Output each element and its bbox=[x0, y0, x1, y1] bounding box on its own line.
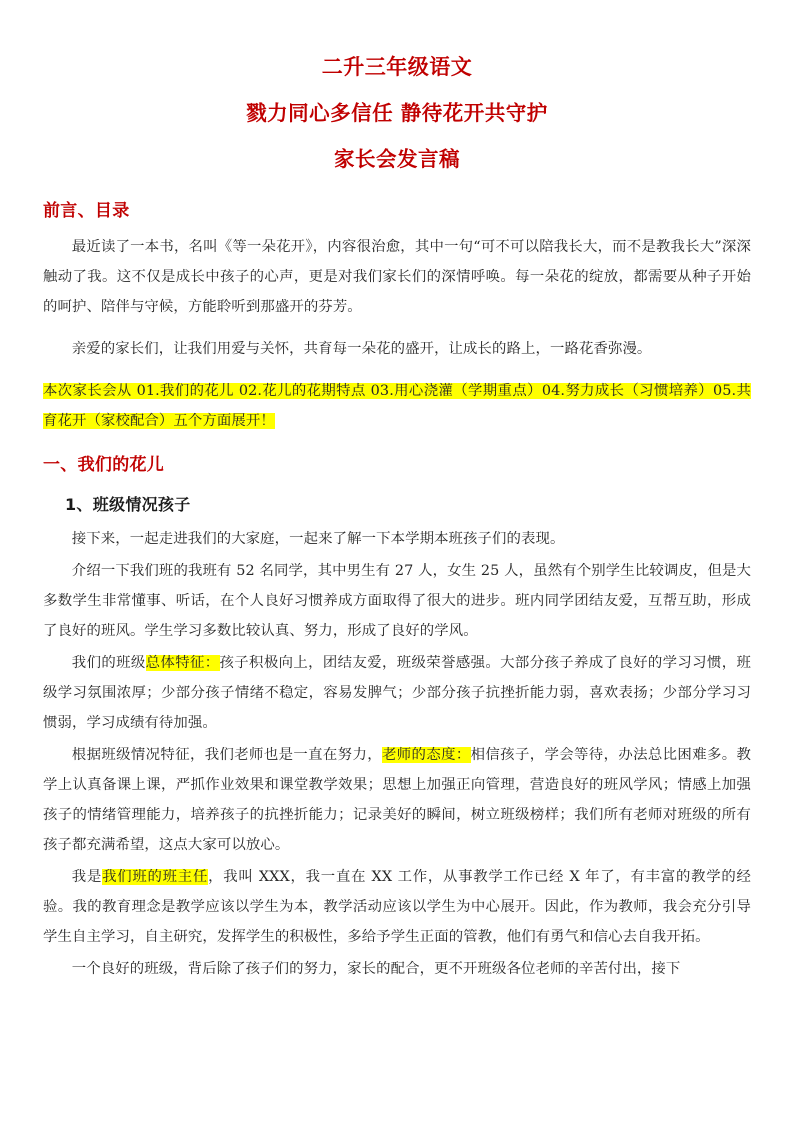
paragraph-preface-2: 亲爱的家长们，让我们用爱与关怀，共育每一朵花的盛开，让成长的路上，一路花香弥漫。 bbox=[71, 341, 652, 357]
title-block bbox=[43, 0, 751, 182]
page-content bbox=[43, 0, 751, 986]
subheading-class-situation: 1、班级情况孩子 bbox=[65, 495, 191, 514]
section-preface bbox=[43, 196, 751, 436]
selfintro-highlight: 我们班的班主任 bbox=[102, 869, 209, 885]
attitude-suffix: 相信孩子，学会等待，办法总比困难多。教学上认真备课上课，严抓作业效果和课堂教学效果；思想上加强正向管理，营造良好的班风学风；情感上加强孩子的情绪管理能力，培养孩子的抗挫折能力；记录美好的瞬间，树立班级榜样；我们所有老师对班级的所有孩子都充满希望，这点大家可以放心。 bbox=[43, 747, 752, 853]
heading-our-flowers: 一、我们的花儿 bbox=[43, 455, 165, 475]
paragraph-closing: 一个良好的班级，背后除了孩子们的努力，家长的配合，更不开班级各位老师的辛苦付出，接下 bbox=[71, 961, 681, 977]
document-title-line-1: 二升三年级语文 bbox=[321, 54, 473, 79]
paragraph-intro: 接下来，一起走进我们的大家庭，一起来了解一下本学期本班孩子们的表现。 bbox=[71, 531, 565, 547]
attitude-highlight: 老师的态度： bbox=[382, 747, 471, 763]
document-title-line-2: 戮力同心多信任 静待花开共守护 bbox=[246, 101, 548, 125]
agenda-highlight: 本次家长会从 01.我们的花儿 02.花儿的花期特点 03.用心浇灌（学期重点）04.努力成长（习惯培养）05.共育花开（家校配合）五个方面展开！ bbox=[43, 383, 751, 429]
traits-suffix: 孩子积极向上，团结友爱，班级荣誉感强。大部分孩子养成了良好的学习习惯，班级学习氛围浓厚；少部分孩子情绪不稳定，容易发脾气；少部分孩子抗挫折能力弱，喜欢表扬；少部分学习习惯弱，学习成绩有待加强。 bbox=[43, 655, 751, 731]
paragraph-class-stats: 介绍一下我们班的我班有 52 名同学，其中男生有 27 人，女生 25 人，虽然有个别学生比较调皮，但是大多数学生非常懂事、听话，在个人良好习惯养成方面取得了很大的进步。班内同学团结友爱，互帮互助，形成了良好的班风。学生学习多数比较认真、努力，形成了良好的学风。 bbox=[43, 563, 751, 639]
traits-prefix: 我们的班级 bbox=[71, 655, 146, 671]
paragraph-preface-1: 最近读了一本书，名叫《等一朵花开》，内容很治愈，其中一句“可不可以陪我长大，而不是教我长大”深深触动了我。这不仅是成长中孩子的心声，更是对我们家长们的深情呼唤。每一朵花的绽放，都需要从种子开始的呵护、陪伴与守候，方能聆听到那盛开的芬芳。 bbox=[43, 239, 751, 315]
selfintro-suffix: ，我叫 XXX，我一直在 XX 工作，从事教学工作已经 X 年了，有丰富的教学的经验。我的教育理念是教学应该以学生为本，教学活动应该以学生为中心展开。因此，作为教师，我会充分引导学生自主学习，自主研究，发挥学生的积极性，多给予学生正面的管教，他们有勇气和信心去自我开拓。 bbox=[43, 869, 752, 945]
traits-highlight: 总体特征： bbox=[145, 655, 220, 671]
selfintro-prefix: 我是 bbox=[71, 869, 103, 885]
heading-preface: 前言、目录 bbox=[43, 201, 130, 221]
paragraph-class-traits bbox=[43, 648, 751, 738]
paragraph-teacher-attitude bbox=[43, 740, 751, 860]
section-our-flowers bbox=[43, 450, 751, 984]
document-title-line-3: 家长会发言稿 bbox=[334, 147, 460, 171]
attitude-prefix: 根据班级情况特征，我们老师也是一直在努力， bbox=[71, 747, 382, 763]
paragraph-agenda-highlighted bbox=[43, 376, 751, 436]
paragraph-self-introduction bbox=[43, 862, 751, 952]
